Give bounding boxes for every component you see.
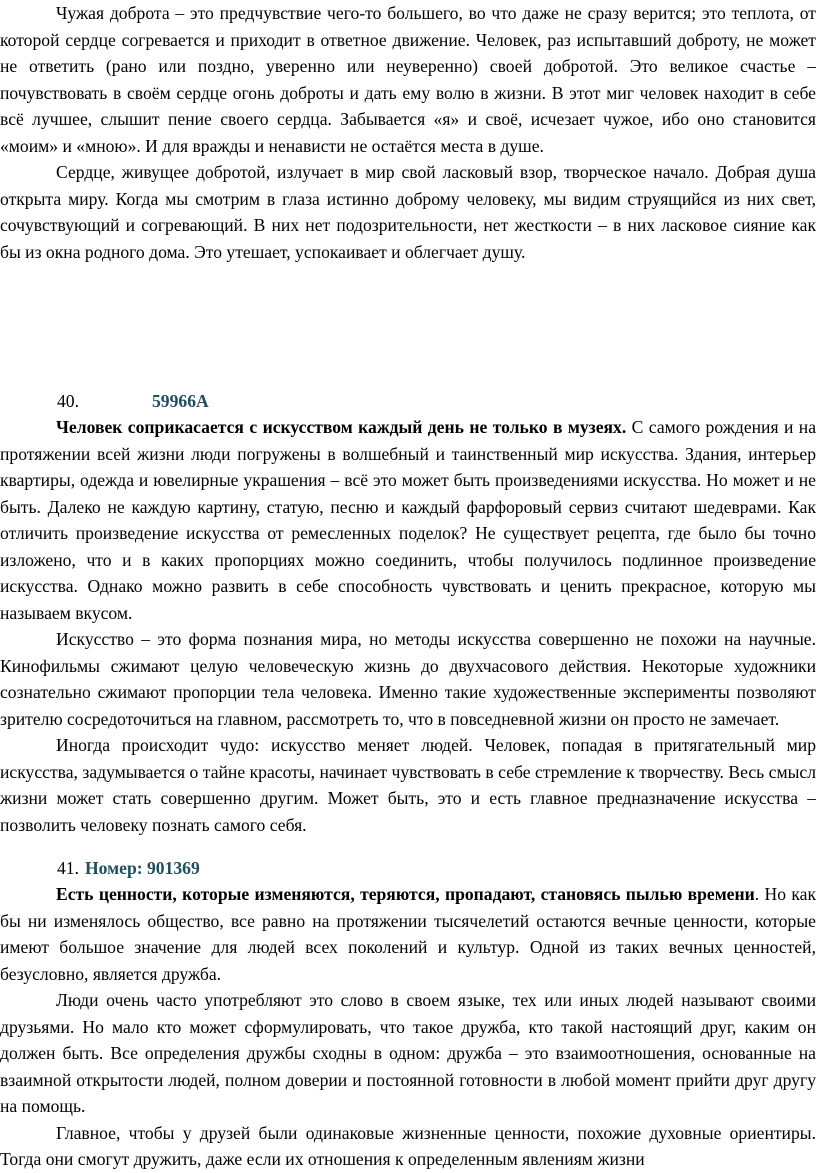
task-40-lead: Человек соприкасается с искусством каждый день не только в музеях.	[56, 417, 627, 437]
task-40-paragraph-3: Иногда происходит чудо: искусство меняет людей. Человек, попадая в притягательный мир искусства, задумывается о тайне красоты, начинает чувствовать в себе стремление к творчеству. Весь смысл жизни может стать совершенно другим. Может быть, это и есть главное предназначение искусства – позволить человеку познать самого себя.	[0, 735, 816, 835]
intro-paragraph-2: Сердце, живущее добротой, излучает в мир свой ласковый взор, творческое начало. Добрая душа открыта миру. Когда мы смотрим в глаза истинно доброму человеку, мы видим струящийся из них свет, сочувствующий и согревающий. В них нет подозрительности, нет жесткости – в них ласковое сияние как бы из окна родного дома. Это утешает, успокаивает и облегчает душу.	[0, 162, 816, 262]
task-41-paragraph-1	[0, 881, 816, 987]
task-41-paragraph-3: Главное, чтобы у друзей были одинаковые жизненные ценности, похожие духовные ориентиры. Тогда они смогут дружить, даже если их отношения к определенным явлениям жизни	[0, 1122, 816, 1169]
intro-paragraph-1: Чужая доброта – это предчувствие чего-то большего, во что даже не сразу верится; это теплота, от которой сердце согревается и приходит в ответное движение. Человек, раз испытавший доброту, не может не ответить (рано или поздно, уверенно или неуверенно) своей добротой. Это великое счастье – почувствовать в своём сердце огонь доброты и дать ему волю в жизни. В этот миг человек находит в себе всё лучшее, слышит пение своего сердца. Забывается «я» и своё, исчезает чужое, ибо оно становится «моим» и «мною». И для вражды и ненависти не остаётся места в душе.	[0, 3, 816, 156]
task-41-lead: Есть ценности, которые изменяются, теряются, пропадают, становясь пылью времени	[56, 884, 755, 904]
task-40-paragraph-2: Искусство – это форма познания мира, но методы искусства совершенно не похожи на научные. Кинофильмы сжимают целую человеческую жизнь до двухчасового действия. Некоторые художники сознательно сжимают пропорции тела человека. Именно такие художественные эксперименты позволяют зрителю сосредоточиться на главном, рассмотреть то, что в повседневной жизни он просто не замечает.	[0, 629, 816, 729]
task-40-paragraph-1-text: С самого рождения и на протяжении всей жизни люди погружены в волшебный и таинственный мир искусства. Здания, интерьер квартиры, одежда и ювелирные украшения – всё это может быть произведениями искусства. Но может и не быть. Далеко не каждую картину, статую, песню и каждый фарфоровый сервиз считают шедеврами. Как отличить произведение искусства от ремесленных поделок? Не существует рецепта, где было бы точно изложено, что и в каких пропорциях можно соединить, чтобы получилось подлинное произведение искусства. Однако можно развить в себе способность чувствовать и ценить прекрасное, которую мы называем вкусом.	[0, 417, 816, 623]
task-40-heading	[0, 388, 816, 414]
task-40-section	[0, 388, 816, 838]
task-41-code: Номер: 901369	[85, 858, 200, 878]
task-41-number: 41.	[57, 858, 79, 878]
task-40-paragraph-1	[0, 414, 816, 626]
task-40-code: 59966A	[152, 391, 209, 411]
task-40-number: 40.	[57, 391, 79, 411]
task-41-heading	[0, 855, 816, 881]
task-41-paragraph-1-text: . Но как бы ни изменялось общество, все равно на протяжении тысячелетий остаются вечные ценности, которые имеют большое значение для людей всех поколений и культур. Одной из таких вечных ценностей, безусловно, является дружба.	[0, 884, 816, 984]
task-41-paragraph-2: Люди очень часто употребляют это слово в своем языке, тех или иных людей называют своими друзьями. Но мало кто может сформулировать, что такое дружба, кто такой настоящий друг, каким он должен быть. Все определения дружбы сходны в одном: дружба – это взаимоотношения, основанные на взаимной открытости людей, полном доверии и постоянной готовности в любой момент прийти друг другу на помощь.	[0, 990, 816, 1116]
intro-section	[0, 0, 816, 265]
task-41-section	[0, 855, 816, 1173]
